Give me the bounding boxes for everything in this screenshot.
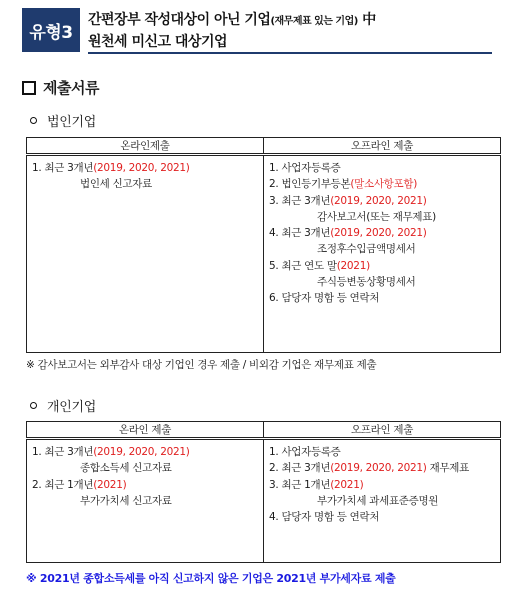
title-line-1 [88,10,492,32]
list-item [269,258,495,274]
list-item-detail: 조정후수입금액명세서 [317,243,416,256]
list-item: 1. 사업자등록증 [269,162,341,174]
item-years: (2019, 2020, 2021) [93,446,190,458]
page-title [88,10,492,52]
corporate-online-cell [27,155,264,353]
item-years: (2021) [330,478,364,491]
corporate-online-header: 온라인제출 [27,138,264,155]
section-title-text: 제출서류 [43,79,99,97]
header-underline [88,52,492,54]
corporate-note: ※ 감사보고서는 외부감사 대상 기업인 경우 제출 / 비외감 기업은 재무제표 제출 [26,359,377,371]
item-text: 5. 최근 연도 말 [269,259,337,272]
circle-bullet-icon [30,402,37,409]
individual-note: ※ 2021년 종합소득세를 아직 신고하지 않은 기업은 2021년 부가세자료 제출 [26,572,396,585]
section-title [22,77,99,98]
list-item [32,444,258,460]
list-item-detail: 법인세 신고자료 [80,178,152,191]
item-years: (2019, 2020, 2021) [93,162,190,174]
title-suffix: 中 [357,12,376,28]
type-badge: 유형3 [22,8,80,52]
individual-heading [30,396,96,415]
list-item-detail: 주식등변동상황명세서 [317,276,416,289]
item-text: 1. 최근 3개년 [32,162,94,174]
corporate-heading-text: 법인기업 [47,115,97,130]
item-years: (2019, 2020, 2021) [330,462,427,475]
item-years: (2021) [93,478,127,491]
item-text: 3. 최근 1개년 [269,478,331,491]
corporate-heading [30,111,96,130]
individual-online-cell [27,439,264,563]
list-item-detail: 종합소득세 신고자료 [80,462,172,475]
title-line-2: 원천세 미신고 대상기업 [88,34,227,50]
list-item [32,477,258,493]
item-years: (2019, 2020, 2021) [330,227,427,240]
item-years: (2021) [336,259,370,272]
list-item-detail: 감사보고서(또는 재무제표) [317,210,436,223]
list-item: 6. 담당자 명함 등 연락처 [269,292,380,305]
item-years: (2019, 2020, 2021) [330,194,427,207]
item-text: 2. 최근 1개년 [32,478,94,491]
title-main: 간편장부 작성대상이 아닌 기업 [88,12,271,28]
list-item [269,477,495,493]
item-suffix: 재무제표 [426,462,469,475]
item-text: 3. 최근 3개년 [269,194,331,207]
checkbox-square-icon [22,81,36,95]
item-text: 1. 최근 3개년 [32,446,94,458]
list-item-detail: 부가가치세 과세표준증명원 [317,494,439,507]
list-item [269,193,495,209]
page-header [22,8,492,54]
individual-offline-header: 오프라인 제출 [264,422,501,439]
list-item: 4. 담당자 명함 등 연락처 [269,511,380,524]
item-text: 2. 최근 3개년 [269,462,331,475]
item-text: 2. 법인등기부등본 [269,178,351,191]
individual-online-header: 온라인 제출 [27,422,264,439]
individual-documents-table [26,421,501,563]
item-text: 4. 최근 3개년 [269,227,331,240]
list-item-detail: 부가가치세 신고자료 [80,494,172,507]
corporate-offline-header: 오프라인 제출 [264,138,501,155]
list-item: 1. 사업자등록증 [269,446,341,458]
title-paren: (재무제표 있는 기업) [270,16,358,27]
list-item [32,160,258,176]
corporate-offline-cell [264,155,501,353]
list-item [269,225,495,241]
list-item [269,176,495,192]
item-note: (말소사항포함) [350,178,418,191]
corporate-documents-table [26,137,501,353]
circle-bullet-icon [30,117,37,124]
list-item [269,460,495,476]
individual-heading-text: 개인기업 [47,400,97,415]
individual-offline-cell [264,439,501,563]
